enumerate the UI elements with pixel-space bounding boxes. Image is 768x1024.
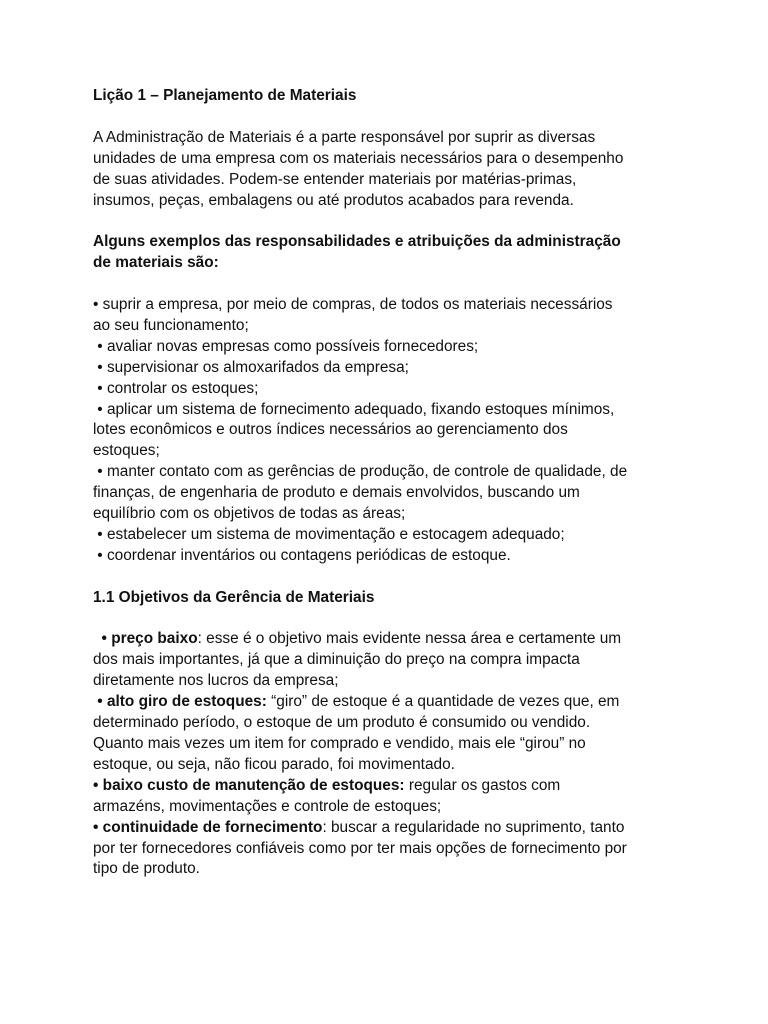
text-line: Quanto mais vezes um item for comprado e vendido, mais ele “girou” no (93, 735, 586, 753)
objectives-list (93, 629, 693, 880)
list-item: • avaliar novas empresas como possíveis fornecedores; (93, 337, 479, 355)
objective-item-preco (93, 629, 693, 650)
objective-text: “giro” de estoque é a quantidade de vezes que, em (266, 693, 620, 711)
list-item: • aplicar um sistema de fornecimento adequado, fixando estoques mínimos, (93, 400, 615, 418)
objective-term: • preço baixo (93, 630, 198, 648)
objective-term: • baixo custo de manutenção de estoques: (93, 776, 405, 794)
spacer (93, 211, 693, 232)
spacer (93, 274, 693, 295)
intro-paragraph (93, 128, 693, 212)
section-heading: 1.1 Objetivos da Gerência de Materiais (93, 588, 375, 606)
heading-line: de materiais são: (93, 254, 219, 272)
text-line: tipo de produto. (93, 860, 200, 878)
list-item: finanças, de engenharia de produto e demais envolvidos, buscando um (93, 484, 580, 502)
text-line: por ter fornecedores confiáveis como por ter mais opções de fornecimento por (93, 839, 627, 857)
document-title: Lição 1 – Planejamento de Materiais (93, 87, 357, 104)
spacer (93, 609, 693, 630)
text-line: determinado período, o estoque de um produto é consumido ou vendido. (93, 714, 591, 732)
text-line: insumos, peças, embalagens ou até produtos acabados para revenda. (93, 191, 574, 209)
objective-term: • alto giro de estoques: (93, 693, 267, 711)
objective-text: : buscar a regularidade no suprimento, tanto (322, 818, 625, 836)
objective-item-custo (93, 776, 693, 797)
list-item: • controlar os estoques; (93, 379, 259, 397)
spacer (93, 107, 693, 128)
list-item: ao seu funcionamento; (93, 316, 249, 334)
list-item: • manter contato com as gerências de produção, de controle de qualidade, de (93, 463, 628, 481)
objective-text: regular os gastos com (404, 776, 561, 794)
objective-item-continuidade (93, 818, 693, 839)
text-line: dos mais importantes, já que a diminuição do preço na compra impacta (93, 651, 580, 669)
list-item: equilíbrio com os objetivos de todas as áreas; (93, 505, 406, 523)
list-item: • supervisionar os almoxarifados da empresa; (93, 358, 409, 376)
examples-list (93, 295, 693, 567)
text-line: estoque, ou seja, não ficou parado, foi movimentado. (93, 755, 455, 773)
spacer (93, 567, 693, 588)
objective-item-giro (93, 692, 693, 713)
text-line: armazéns, movimentações e controle de estoques; (93, 797, 442, 815)
list-item: estoques; (93, 442, 160, 460)
examples-heading (93, 232, 693, 274)
list-item: • coordenar inventários ou contagens periódicas de estoque. (93, 546, 511, 564)
heading-line: Alguns exemplos das responsabilidades e atribuições da administração (93, 233, 621, 251)
list-item: • suprir a empresa, por meio de compras, de todos os materiais necessários (93, 296, 613, 314)
objective-term: • continuidade de fornecimento (93, 818, 323, 836)
list-item: lotes econômicos e outros índices necessários ao gerenciamento dos (93, 421, 568, 439)
text-line: diretamente nos lucros da empresa; (93, 672, 339, 690)
text-line: unidades de uma empresa com os materiais necessários para o desempenho (93, 149, 624, 167)
text-line: de suas atividades. Podem-se entender materiais por matérias-primas, (93, 170, 577, 188)
text-line: A Administração de Materiais é a parte responsável por suprir as diversas (93, 128, 596, 146)
document-page (93, 86, 693, 880)
objective-text: : esse é o objetivo mais evidente nessa área e certamente um (197, 630, 622, 648)
list-item: • estabelecer um sistema de movimentação e estocagem adequado; (93, 525, 565, 543)
